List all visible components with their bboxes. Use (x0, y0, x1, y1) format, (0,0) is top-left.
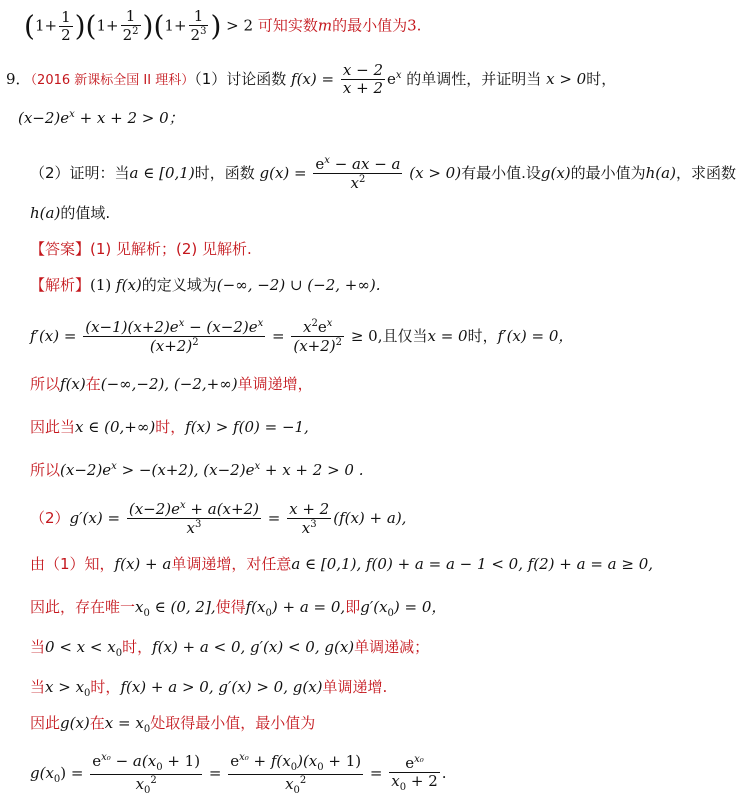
step-4: 由（1）知，f(x) + a单调递增，对任意a ∈ [0,1), f(0) + a = a − 1 < 0, f(2) + a = a ≥ 0, (30, 555, 654, 573)
step-6: 当$0 < x < x_0$时，f(x) + a < 0, g′(x) < 0, g(x)单调递减； (30, 638, 430, 659)
f-prime-equation: f′(x) = $\frac{(x-1)(x+2)e^x - (x-2)e^x}{(x+2)^2}$ = $\frac{x^2e^x}{(x+2)^2}$ ≥ 0,且仅当x = 0时，f′(x) = 0， (30, 318, 574, 356)
analysis-line: 【解析】(1) f(x)的定义域为(−∞, −2) ∪ (−2, +∞). (30, 276, 381, 294)
step-7: 当$x > x_0$时，f(x) + a > 0, g′(x) > 0, g(x)单调递增. (30, 678, 388, 699)
question-9-inequality: $(x-2)e^x + x + 2 > 0$； (18, 109, 184, 127)
question-9: 9．（2016 新课标全国 II 理科）（1）讨论函数 f(x) = $\frac{x - 2}{x + 2}$ $e^x$ 的单调性，并证明当 x > 0时， (6, 61, 617, 98)
step-1: 所以f(x)在(−∞,−2), (−2,+∞)单调递增， (30, 375, 313, 393)
step-8: 因此g(x)在$x = x_0$处取得最小值，最小值为 (30, 714, 316, 735)
question-9-part-2-cont: h(a)的值域. (30, 204, 111, 222)
answer-line: 【答案】(1) 见解析；(2) 见解析. (30, 240, 252, 258)
step-2: 因此当x ∈ (0,+∞)时，f(x) > f(0) = −1, (30, 418, 309, 436)
step-3: 所以$(x-2)e^x > -(x+2)$, $(x-2)e^x + x + 2 > 0$ . (30, 461, 364, 479)
question-9-part-2: （2）证明：当a ∈ [0,1)时，函数 g(x) = $\frac{e^x - ax - a}{x^2}$ (x > 0)有最小值.设g(x)的最小值为h(a)，求函数 (30, 155, 736, 193)
final-equation: $g(x_0)$ = $\frac{e^{x_0} - a(x_0 + 1)}{x_0^2}$ = $\frac{e^{x_0} + f(x_0)(x_0 + 1)}{x_0^2}$ = $\frac{e^{x_0}}{x_0 + 2}$ . (30, 752, 447, 796)
line-1: (1+ $\frac{1}{2}$ )(1+ $\frac{1}{2^2}$ )(1+ $\frac{1}{2^3}$ ) > 2 可知实数m的最小值为3. (24, 7, 422, 45)
step-5: 因此，存在唯一$x_0$ ∈ (0, 2],使得$f(x_0) + a = 0$,即$g'(x_0) = 0$， (30, 598, 447, 619)
g-prime-equation: （2）g′(x) = $\frac{(x-2)e^x + a(x+2)}{x^3}$ = $\frac{x + 2}{x^3}$ (f(x) + a), (30, 499, 407, 538)
